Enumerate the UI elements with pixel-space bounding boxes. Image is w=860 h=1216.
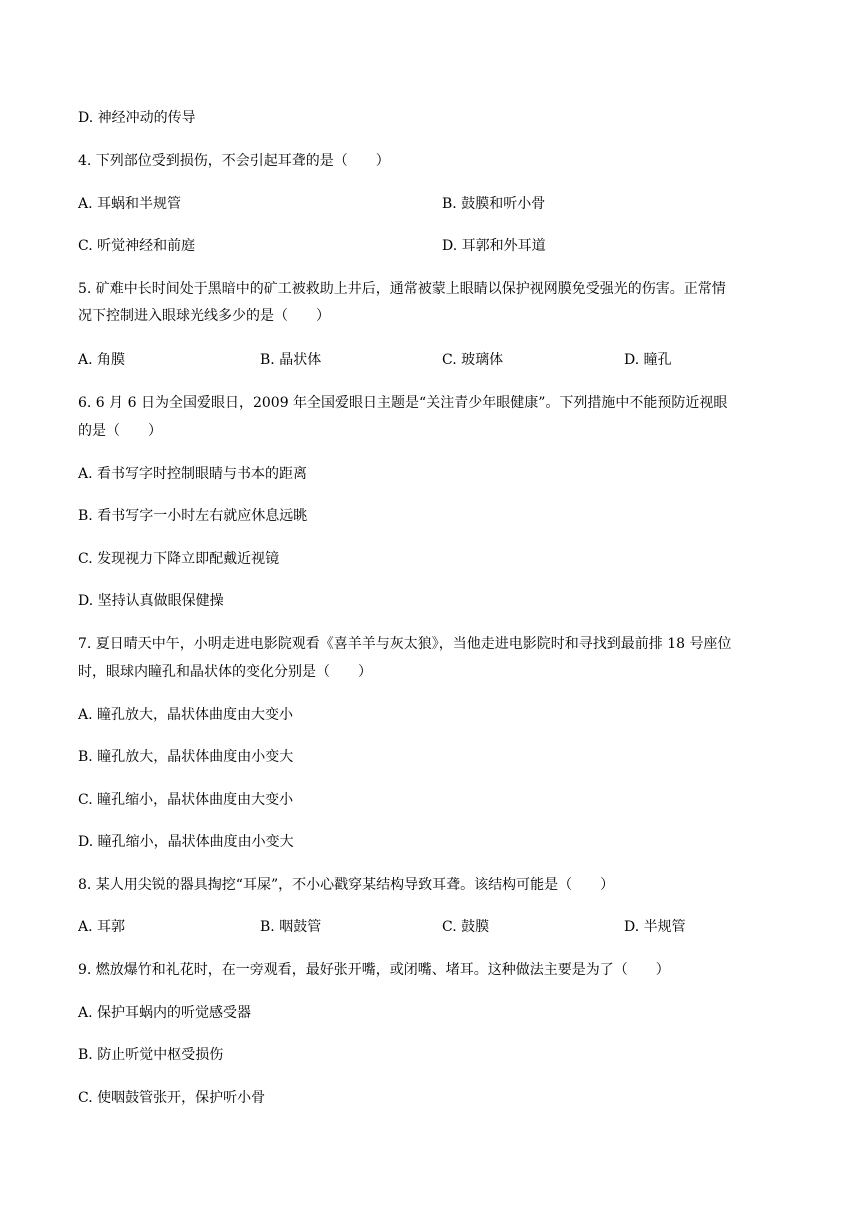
q8-stem: 8. 某人用尖锐的器具掏挖“耳屎”，不小心戳穿某结构导致耳聋。该结构可能是（ ） <box>78 877 615 893</box>
q8-option-b: B. 咽鼓管 <box>260 919 322 935</box>
q7-option-a: A. 瞳孔放大，晶状体曲度由大变小 <box>78 707 294 723</box>
q6-option-d: D. 坚持认真做眼保健操 <box>78 593 224 609</box>
q6-option-b: B. 看书写字一小时左右就应休息远眺 <box>78 508 308 524</box>
q5-stem-line-1: 5. 矿难中长时间处于黑暗中的矿工被救助上井后，通常被蒙上眼睛以保护视网膜免受强光的伤害。正常情 <box>78 281 726 297</box>
q6-option-a: A. 看书写字时控制眼睛与书本的距离 <box>78 466 308 482</box>
q5-option-c: C. 玻璃体 <box>442 352 504 368</box>
q4-option-c: C. 听觉神经和前庭 <box>78 238 196 254</box>
q9-stem: 9. 燃放爆竹和礼花时，在一旁观看，最好张开嘴，或闭嘴、堵耳。这种做法主要是为了（ ） <box>78 962 670 978</box>
q9-option-a: A. 保护耳蜗内的听觉感受器 <box>78 1005 252 1021</box>
q8-option-d: D. 半规管 <box>624 919 686 935</box>
q4-option-b: B. 鼓膜和听小骨 <box>442 196 546 212</box>
q5-option-d: D. 瞳孔 <box>624 352 672 368</box>
q6-option-c: C. 发现视力下降立即配戴近视镜 <box>78 551 280 567</box>
q6-stem-line-1: 6. 6 月 6 日为全国爱眼日，2009 年全国爱眼日主题是“关注青少年眼健康”。下列措施中不能预防近视眼 <box>78 395 728 411</box>
q7-option-d: D. 瞳孔缩小，晶状体曲度由小变大 <box>78 834 294 850</box>
q3-option-d: D. 神经冲动的传导 <box>78 110 196 126</box>
q5-option-a: A. 角膜 <box>78 352 126 368</box>
q7-stem-line-1: 7. 夏日晴天中午，小明走进电影院观看《喜羊羊与灰太狼》，当他走进电影院时和寻找到最前排 18 号座位 <box>78 636 732 652</box>
q5-stem-line-2: 况下控制进入眼球光线多少的是（ ） <box>78 308 330 324</box>
q4-option-a: A. 耳蜗和半规管 <box>78 196 182 212</box>
q7-stem-line-2: 时，眼球内瞳孔和晶状体的变化分别是（ ） <box>78 664 372 680</box>
q4-stem: 4. 下列部位受到损伤，不会引起耳聋的是（ ） <box>78 153 390 169</box>
q6-stem-line-2: 的是（ ） <box>78 423 162 439</box>
q7-option-c: C. 瞳孔缩小，晶状体曲度由大变小 <box>78 792 294 808</box>
q9-option-c: C. 使咽鼓管张开，保护听小骨 <box>78 1090 266 1106</box>
q9-option-b: B. 防止听觉中枢受损伤 <box>78 1047 224 1063</box>
q8-option-a: A. 耳郭 <box>78 919 126 935</box>
q5-option-b: B. 晶状体 <box>260 352 322 368</box>
q7-option-b: B. 瞳孔放大，晶状体曲度由小变大 <box>78 749 294 765</box>
q8-option-c: C. 鼓膜 <box>442 919 490 935</box>
q4-option-d: D. 耳郭和外耳道 <box>442 238 546 254</box>
